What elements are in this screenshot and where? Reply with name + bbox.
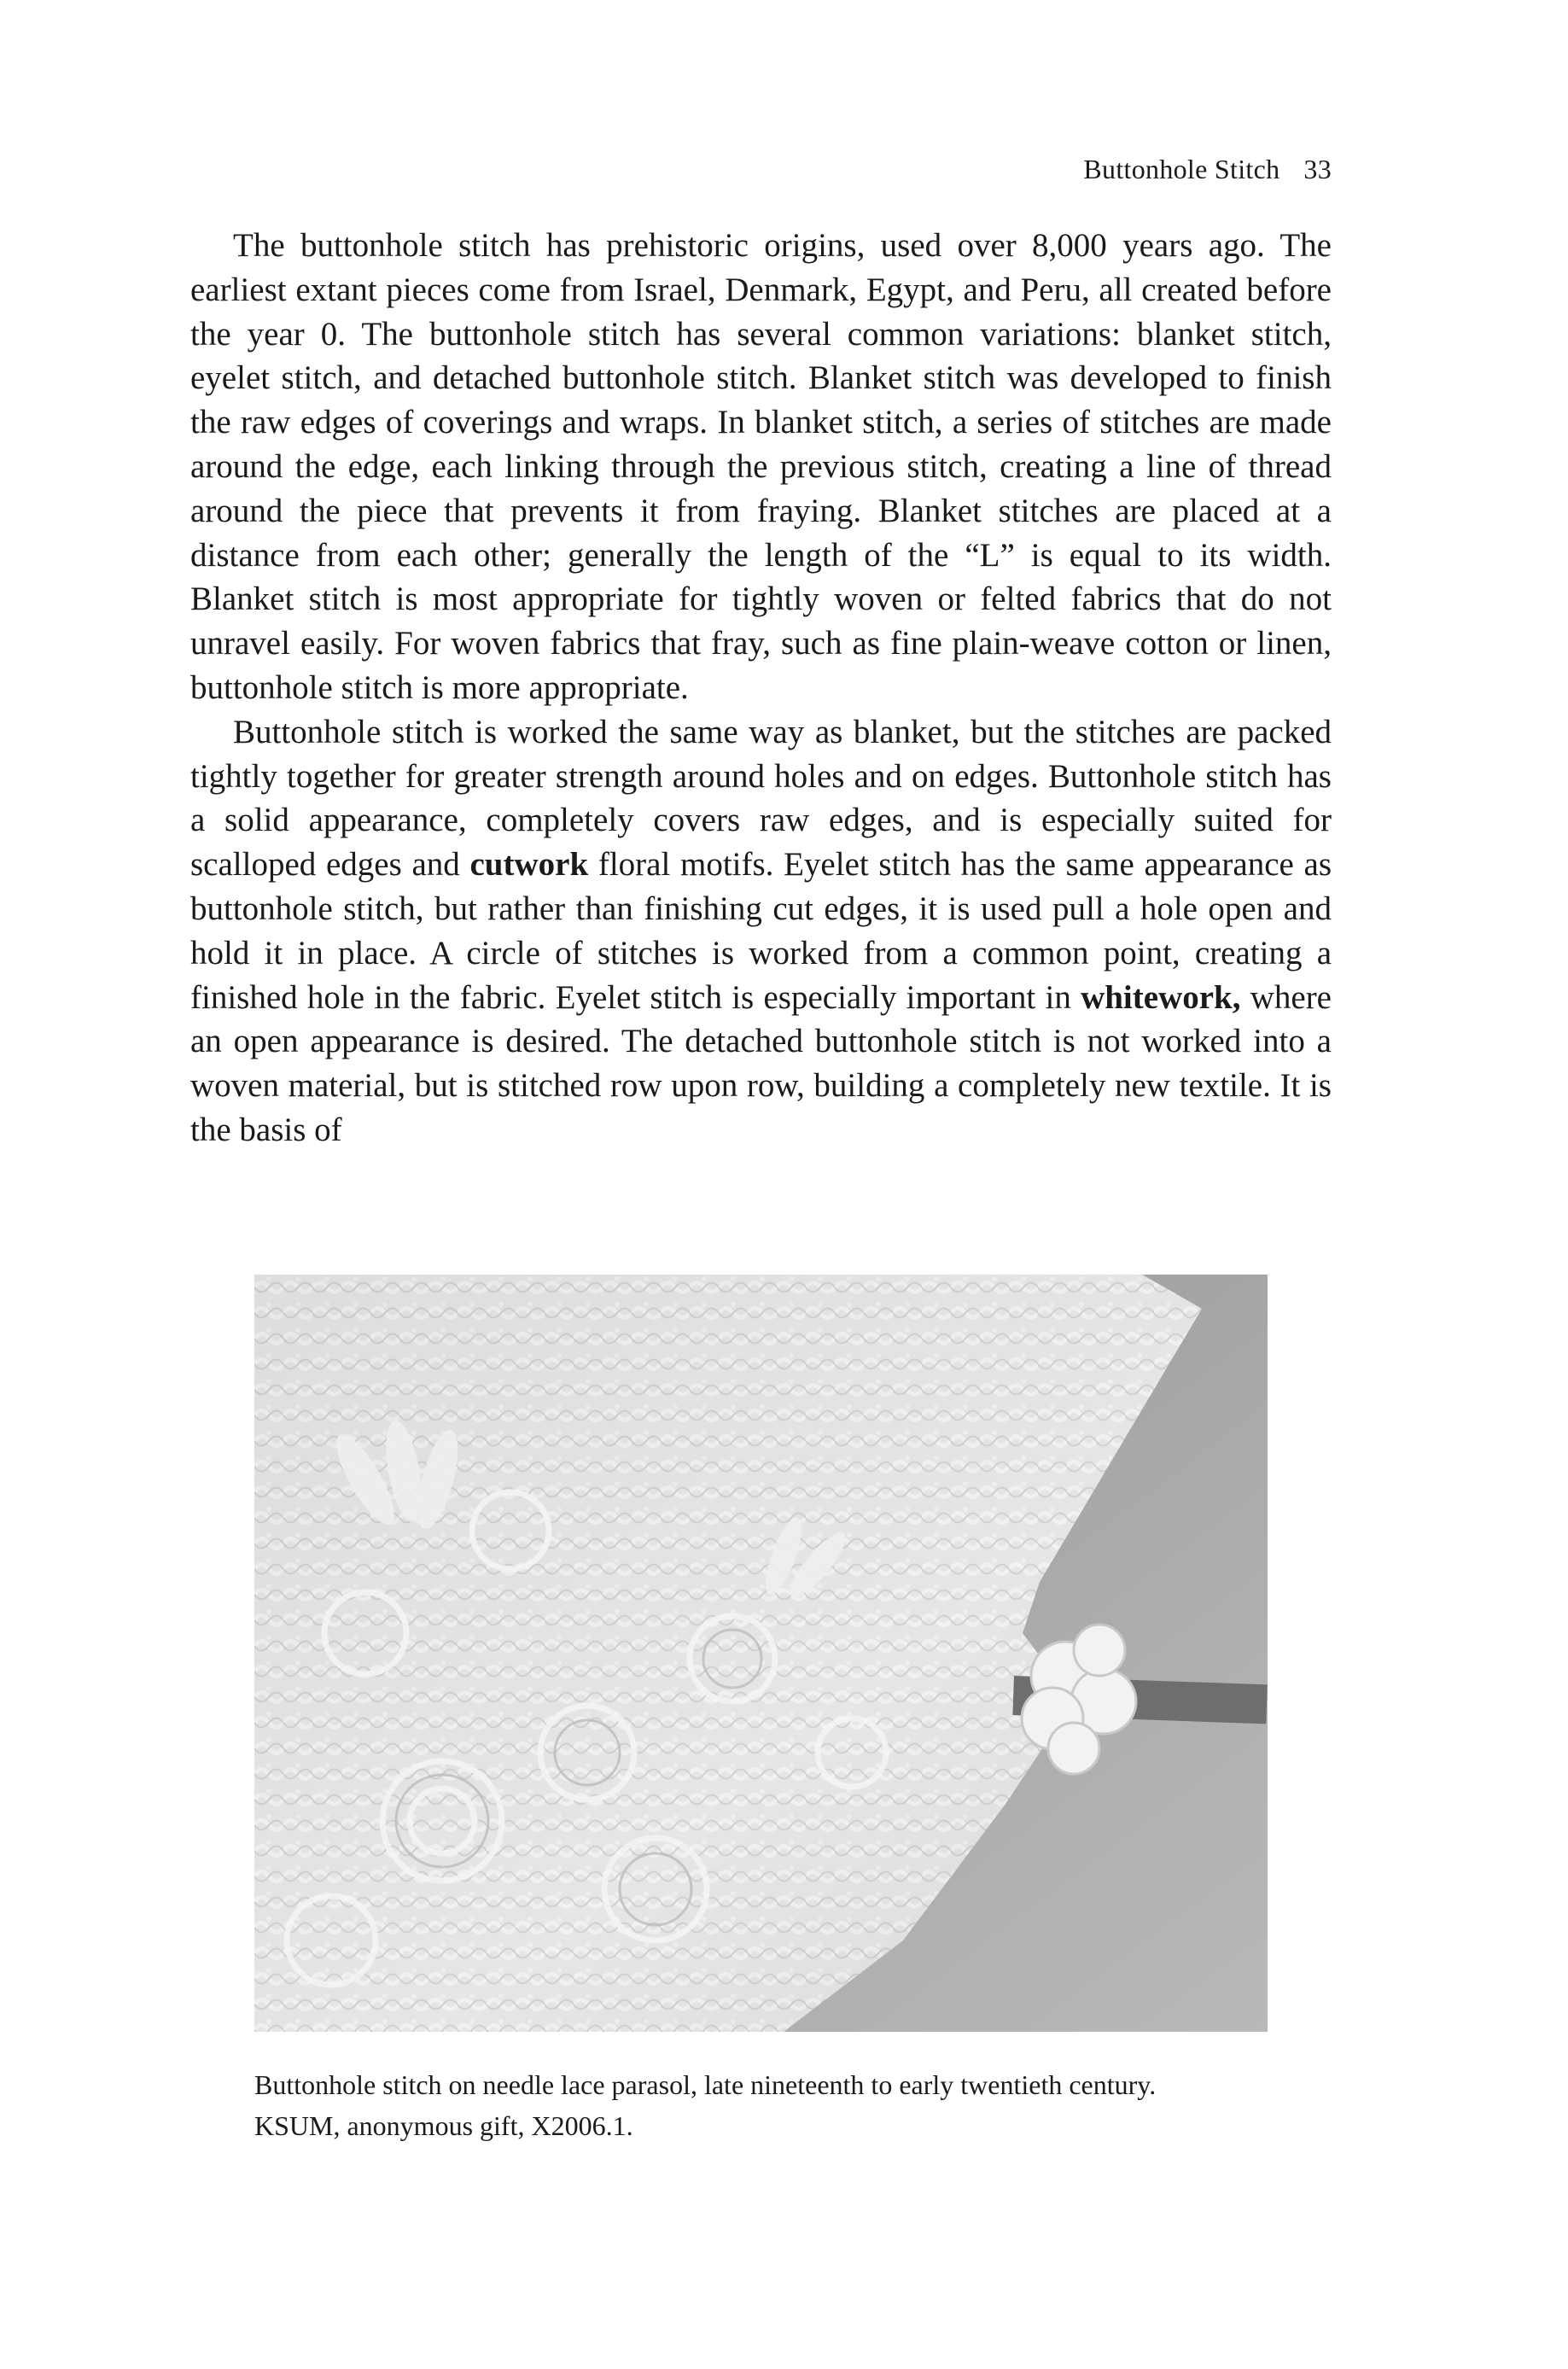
text-segment: The buttonhole stitch has prehistoric origins, used over 8,000 years ago. The earliest extant pieces come from Israel, Denmark, Egypt, and Peru, all created before the year 0. The buttonhole stitch has several common variations: blanket stitch, eyelet stitch, and detached buttonhole stitch. Blanket stitch was developed to finish the raw edges of coverings and wraps. In blanket stitch, a series of stitches are made around the edge, each linking through the previous stitch, creating a line of thread around the piece that prevents it from fraying. Blanket stitches are placed at a distance from each other; generally the length of the “L” is equal to its width. Blanket stitch is most appropriate for tightly woven or felted fabrics that do not unravel easily. For woven fabrics that fray, such as fine plain-weave cotton or linen, buttonhole stitch is more appropriate. (190, 227, 1332, 706)
text-segment: where an open appearance is desired. The detached buttonhole stitch is not worked into a woven material, but is stitched row upon row, building a completely new textile. It is the basis of (190, 978, 1332, 1148)
figure-caption (254, 2064, 1279, 2146)
text-segment: floral motifs. Eyelet stitch has the same appearance as buttonhole stitch, but rather than finishing cut edges, it is used pull a hole open and hold it in place. A circle of stitches is worked from a common point, creating a finished hole in the fabric. Eyelet stitch is especially important in (190, 846, 1332, 1016)
body-text (190, 224, 1332, 1152)
text-segment: Buttonhole stitch is worked the same way as blanket, but the stitches are packed tightly together for greater strength around holes and on edges. Buttonhole stitch has a solid appearance, completely covers raw edges, and is especially suited for scalloped edges and (190, 713, 1332, 884)
paragraph (190, 224, 1332, 710)
parasol-photograph (254, 1275, 1268, 2032)
page-number: 33 (1303, 154, 1332, 184)
caption-line: KSUM, anonymous gift, X2006.1. (254, 2110, 633, 2141)
bold-term-whitework: whitework, (1081, 978, 1241, 1016)
running-head (190, 154, 1332, 185)
bold-term-cutwork: cutwork (469, 846, 589, 884)
paragraph (190, 710, 1332, 1152)
running-head-title: Buttonhole Stitch (1083, 154, 1280, 184)
caption-line: Buttonhole stitch on needle lace parasol, late nineteenth to early twentieth century. (254, 2069, 1157, 2100)
